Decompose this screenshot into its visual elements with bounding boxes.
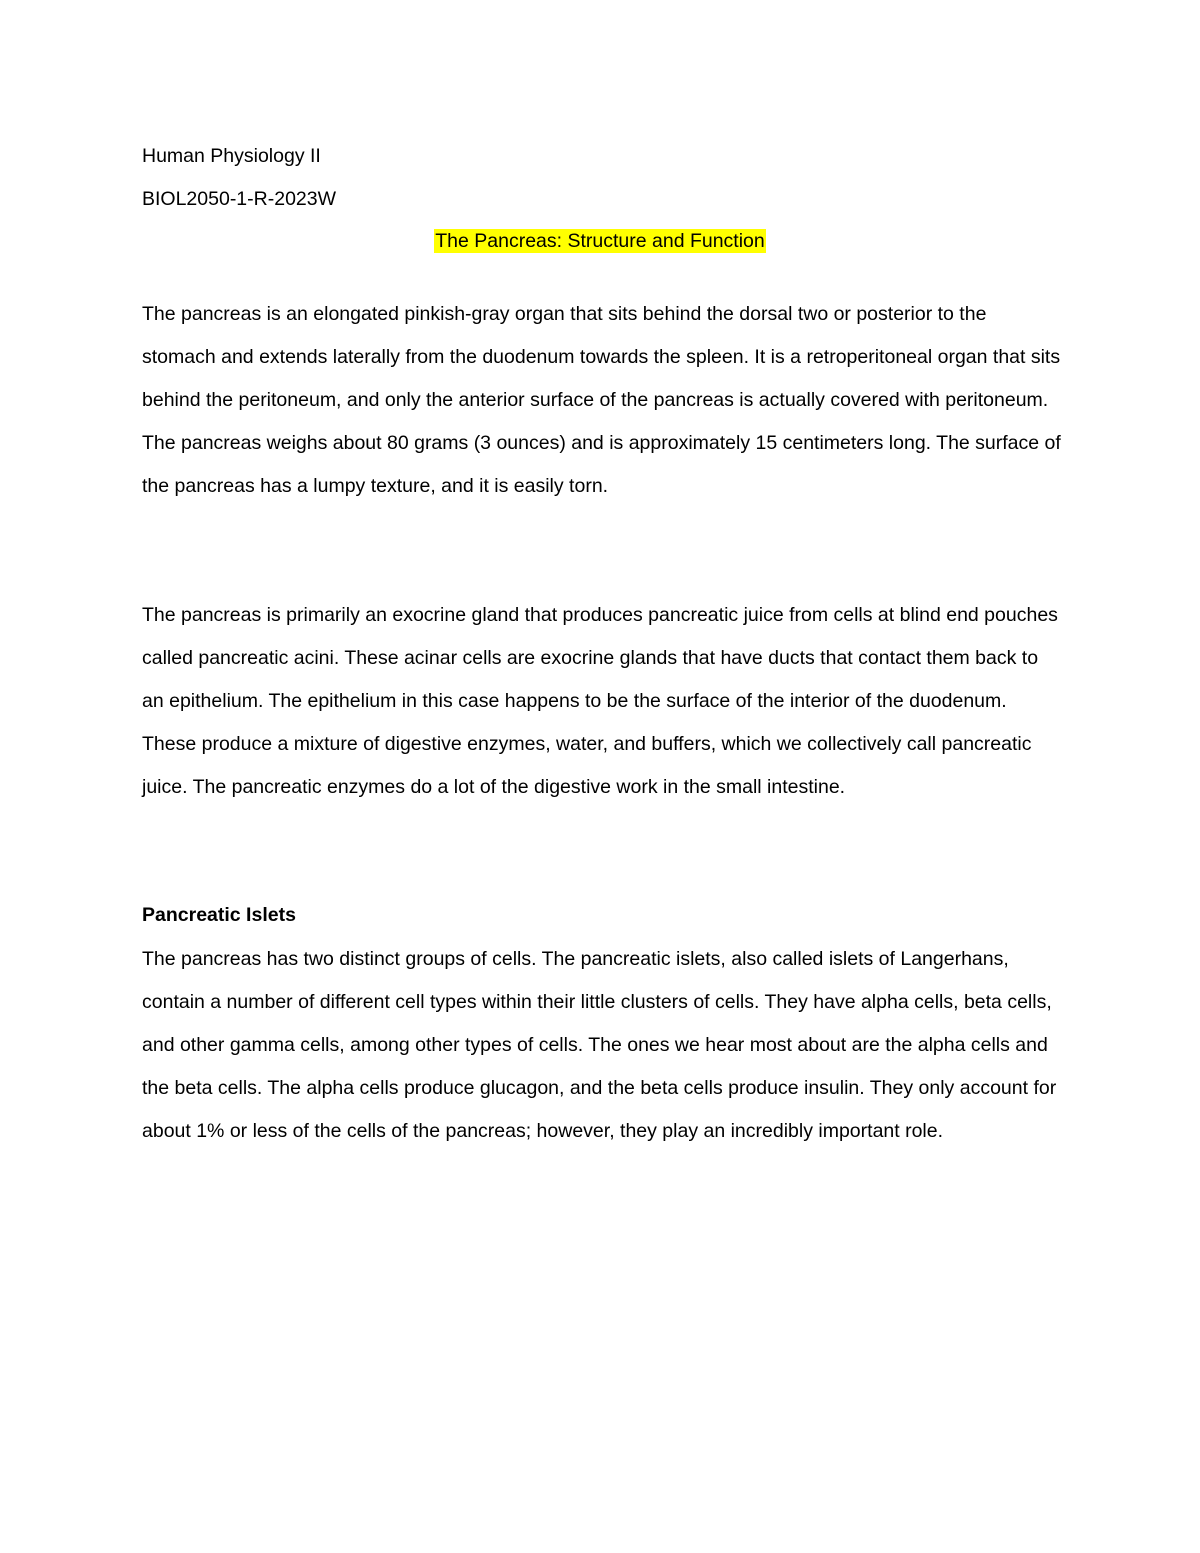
paragraph-exocrine-function: The pancreas is primarily an exocrine gland that produces pancreatic juice from cells at blind end pouches called pancreatic acini. These acinar cells are exocrine glands that have ducts that contact them back to an epithelium. The epithelium in this case happens to be the surface of the interior of the duodenum. These produce a mixture of digestive enzymes, water, and buffers, which we collectively call pancreatic juice. The pancreatic enzymes do a lot of the digestive work in the small intestine. <box>142 604 1058 798</box>
paragraph-structure: The pancreas is an elongated pinkish-gray organ that sits behind the dorsal two or posterior to the stomach and extends laterally from the duodenum towards the spleen. It is a retroperitoneal organ that sits behind the peritoneum, and only the anterior surface of the pancreas is actually covered with peritoneum. The pancreas weighs about 80 grams (3 ounces) and is approximately 15 centimeters long. The surface of the pancreas has a lumpy texture, and it is easily torn. <box>142 303 1061 497</box>
title-container <box>142 229 1058 253</box>
course-code: BIOL2050-1-R-2023W <box>142 188 337 210</box>
course-name: Human Physiology II <box>142 145 321 167</box>
document-title: The Pancreas: Structure and Function <box>435 230 765 252</box>
section-heading: Pancreatic Islets <box>142 904 296 926</box>
paragraph-pancreatic-islets: The pancreas has two distinct groups of cells. The pancreatic islets, also called islets of Langerhans, contain a number of different cell types within their little clusters of cells. They have alpha cells, beta cells, and other gamma cells, among other types of cells. The ones we hear most about are the alpha cells and the beta cells. The alpha cells produce glucagon, and the beta cells produce insulin. They only account for about 1% or less of the cells of the pancreas; however, they play an incredibly important role. <box>142 948 1057 1142</box>
